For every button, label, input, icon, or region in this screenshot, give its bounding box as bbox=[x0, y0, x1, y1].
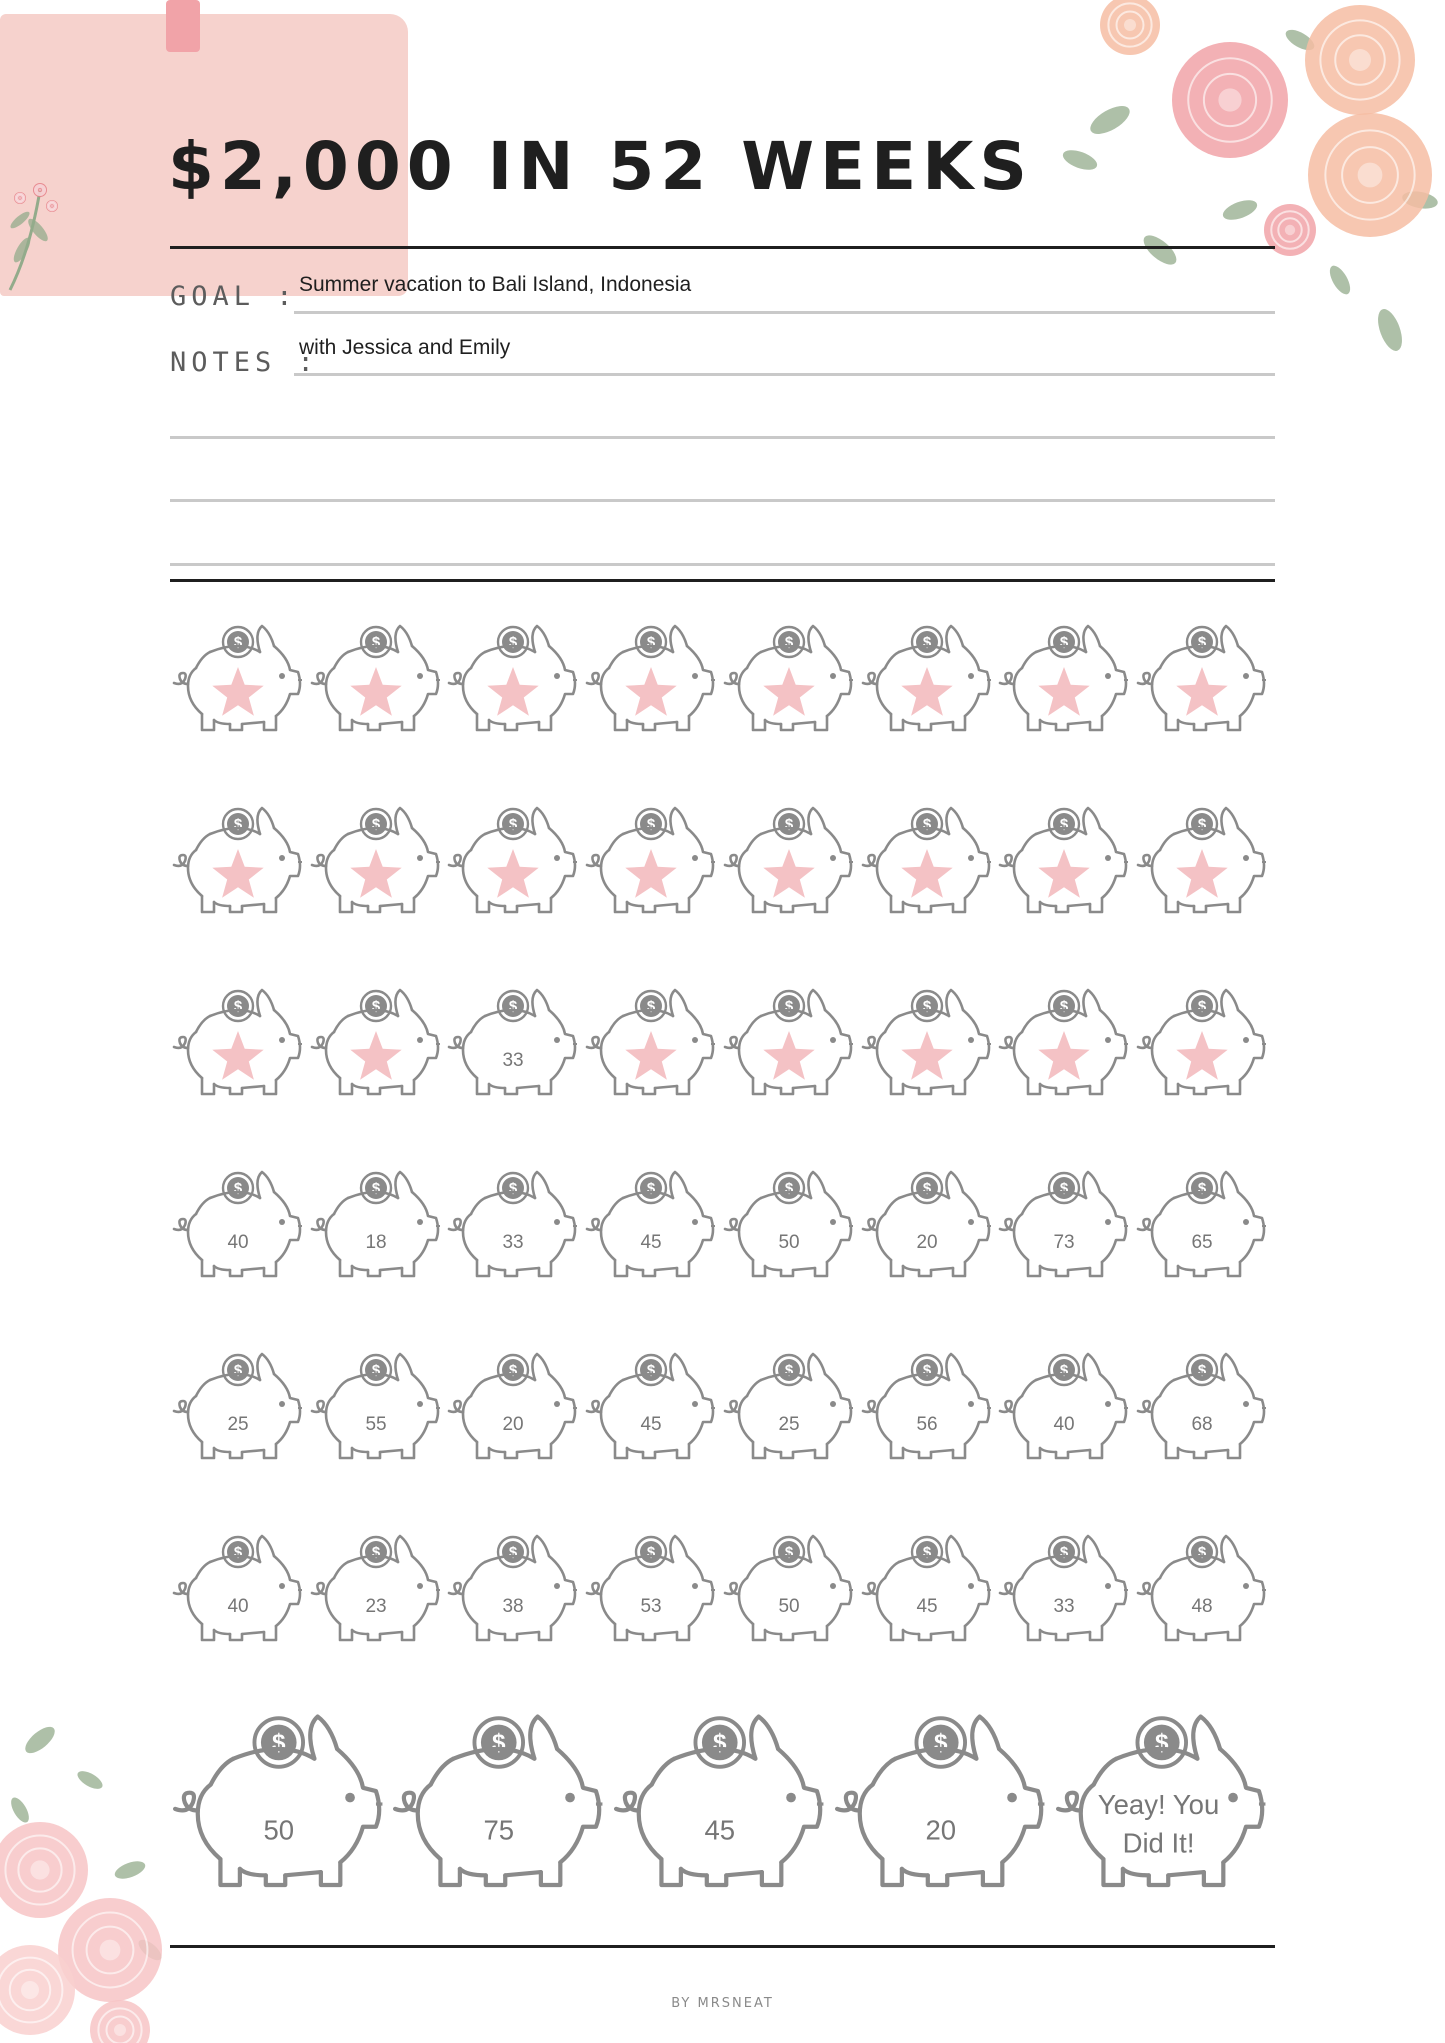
pig-eye bbox=[692, 1583, 698, 1589]
week-amount: 45 bbox=[640, 1414, 662, 1435]
svg-text:$: $ bbox=[784, 1362, 794, 1379]
week-amount: 20 bbox=[916, 1232, 938, 1253]
pig-eye bbox=[279, 1219, 285, 1225]
pig-eye bbox=[1105, 1037, 1111, 1043]
saved-star-icon bbox=[1038, 849, 1089, 898]
dollar-coin-icon bbox=[223, 809, 253, 839]
piggy-bank-week-23[interactable] bbox=[1000, 990, 1128, 1094]
dollar-coin-icon bbox=[361, 1355, 391, 1385]
dollar-coin-icon bbox=[912, 1355, 942, 1385]
saved-star-icon bbox=[763, 667, 814, 716]
piggy-bank-week-22[interactable] bbox=[863, 990, 991, 1094]
week-amount: 40 bbox=[227, 1232, 249, 1253]
piggy-bank-week-16[interactable] bbox=[1138, 808, 1266, 912]
svg-text:$: $ bbox=[784, 816, 794, 833]
dollar-coin-icon bbox=[636, 809, 666, 839]
goal-label: GOAL : bbox=[170, 281, 298, 312]
pig-eye bbox=[1105, 855, 1111, 861]
saved-star-icon bbox=[350, 1031, 401, 1080]
pig-eye bbox=[692, 1219, 698, 1225]
week-amount: 50 bbox=[778, 1232, 800, 1253]
piggy-bank-week-4[interactable] bbox=[587, 626, 715, 730]
week-amount: 40 bbox=[1053, 1414, 1075, 1435]
piggy-bank-week-38[interactable] bbox=[863, 1354, 991, 1458]
svg-text:$: $ bbox=[233, 1180, 243, 1197]
week-amount: 25 bbox=[227, 1414, 249, 1435]
dollar-coin-icon bbox=[1187, 991, 1217, 1021]
pig-eye bbox=[968, 673, 974, 679]
piggy-bank-week-20[interactable] bbox=[587, 990, 715, 1094]
pig-eye bbox=[554, 1219, 560, 1225]
saved-star-icon bbox=[212, 667, 263, 716]
pig-eye bbox=[279, 1583, 285, 1589]
pig-eye bbox=[830, 1037, 836, 1043]
saved-star-icon bbox=[487, 849, 538, 898]
saved-star-icon bbox=[1176, 849, 1227, 898]
dollar-coin-icon bbox=[636, 1173, 666, 1203]
saved-star-icon bbox=[625, 849, 676, 898]
piggy-bank-week-3[interactable] bbox=[449, 626, 577, 730]
svg-text:$: $ bbox=[371, 998, 381, 1015]
pig-eye bbox=[345, 1793, 355, 1803]
page-title: $2,000 IN 52 WEEKS bbox=[168, 128, 1033, 205]
piggy-bank-week-46[interactable] bbox=[863, 1536, 991, 1640]
svg-text:$: $ bbox=[922, 998, 932, 1015]
piggy-bank-week-32[interactable] bbox=[1138, 1172, 1266, 1276]
svg-text:$: $ bbox=[646, 816, 656, 833]
pig-eye bbox=[279, 673, 285, 679]
dollar-coin-icon bbox=[1187, 1355, 1217, 1385]
pig-eye bbox=[1243, 1219, 1249, 1225]
dollar-coin-icon bbox=[774, 627, 804, 657]
brand-credit: BY MRSNEAT bbox=[671, 1996, 774, 2011]
pig-eye bbox=[279, 1037, 285, 1043]
week-amount: 33 bbox=[502, 1232, 524, 1253]
piggy-bank-week-7[interactable] bbox=[1000, 626, 1128, 730]
piggy-bank-week-5[interactable] bbox=[725, 626, 853, 730]
svg-text:$: $ bbox=[646, 1544, 656, 1561]
piggy-bank-week-44[interactable] bbox=[587, 1536, 715, 1640]
week-amount: 45 bbox=[916, 1596, 938, 1617]
dollar-coin-icon bbox=[361, 627, 391, 657]
pig-eye bbox=[830, 673, 836, 679]
finish-message-line-1: Yeay! You bbox=[1097, 1788, 1220, 1820]
svg-text:$: $ bbox=[508, 1180, 518, 1197]
piggy-bank-week-11[interactable] bbox=[449, 808, 577, 912]
saved-star-icon bbox=[763, 1031, 814, 1080]
dollar-coin-icon bbox=[223, 627, 253, 657]
saved-star-icon bbox=[901, 1031, 952, 1080]
dollar-coin-icon bbox=[498, 1173, 528, 1203]
dollar-coin-icon bbox=[1187, 1173, 1217, 1203]
pig-eye bbox=[554, 1583, 560, 1589]
saved-star-icon bbox=[350, 849, 401, 898]
saved-star-icon bbox=[901, 849, 952, 898]
pig-eye bbox=[968, 1583, 974, 1589]
dollar-coin-icon bbox=[774, 1355, 804, 1385]
pig-eye bbox=[554, 1401, 560, 1407]
piggy-bank-week-45[interactable] bbox=[725, 1536, 853, 1640]
pig-eye bbox=[968, 1219, 974, 1225]
pig-eye bbox=[1228, 1793, 1238, 1803]
piggy-bank-week-52[interactable] bbox=[837, 1717, 1044, 1885]
notes-field[interactable]: with Jessica and Emily bbox=[299, 336, 511, 359]
piggy-bank-week-finish[interactable] bbox=[1058, 1717, 1265, 1885]
pig-eye bbox=[417, 1219, 423, 1225]
week-amount: 73 bbox=[1053, 1232, 1075, 1253]
saved-star-icon bbox=[212, 849, 263, 898]
piggy-bank-week-15[interactable] bbox=[1000, 808, 1128, 912]
dollar-coin-icon bbox=[1187, 1537, 1217, 1567]
pig-eye bbox=[692, 1401, 698, 1407]
svg-text:$: $ bbox=[1059, 1544, 1069, 1561]
dollar-coin-icon bbox=[695, 1718, 744, 1767]
svg-text:$: $ bbox=[922, 634, 932, 651]
pig-eye bbox=[565, 1793, 575, 1803]
dollar-coin-icon bbox=[636, 991, 666, 1021]
pig-eye bbox=[1007, 1793, 1017, 1803]
pig-eye bbox=[692, 673, 698, 679]
svg-text:$: $ bbox=[1059, 1180, 1069, 1197]
svg-text:$: $ bbox=[508, 1544, 518, 1561]
svg-text:$: $ bbox=[713, 1729, 727, 1757]
piggy-bank-week-50[interactable] bbox=[395, 1717, 602, 1885]
svg-text:$: $ bbox=[1059, 998, 1069, 1015]
pig-eye bbox=[830, 1583, 836, 1589]
pig-eye bbox=[786, 1793, 796, 1803]
svg-text:$: $ bbox=[646, 1362, 656, 1379]
svg-text:$: $ bbox=[922, 1180, 932, 1197]
piggy-bank-week-10[interactable] bbox=[312, 808, 440, 912]
saved-star-icon bbox=[350, 667, 401, 716]
svg-text:$: $ bbox=[1197, 1180, 1207, 1197]
dollar-coin-icon bbox=[1049, 809, 1079, 839]
svg-text:$: $ bbox=[371, 1544, 381, 1561]
dollar-coin-icon bbox=[498, 991, 528, 1021]
svg-text:$: $ bbox=[233, 998, 243, 1015]
dollar-coin-icon bbox=[774, 809, 804, 839]
piggy-bank-week-48[interactable] bbox=[1138, 1536, 1266, 1640]
dollar-coin-icon bbox=[498, 627, 528, 657]
svg-text:$: $ bbox=[233, 1362, 243, 1379]
svg-text:$: $ bbox=[508, 998, 518, 1015]
piggy-bank-week-18[interactable] bbox=[312, 990, 440, 1094]
pig-eye bbox=[554, 1037, 560, 1043]
piggy-bank-week-9[interactable] bbox=[174, 808, 302, 912]
piggy-bank-week-14[interactable] bbox=[863, 808, 991, 912]
week-amount: 23 bbox=[365, 1596, 387, 1617]
saved-star-icon bbox=[487, 667, 538, 716]
svg-text:$: $ bbox=[508, 816, 518, 833]
piggy-bank-week-25[interactable] bbox=[174, 1172, 302, 1276]
pig-eye bbox=[554, 855, 560, 861]
svg-text:$: $ bbox=[371, 816, 381, 833]
week-amount: 25 bbox=[778, 1414, 800, 1435]
svg-text:$: $ bbox=[508, 1362, 518, 1379]
svg-text:$: $ bbox=[1155, 1729, 1169, 1757]
piggy-bank-week-8[interactable] bbox=[1138, 626, 1266, 730]
svg-text:$: $ bbox=[371, 1180, 381, 1197]
piggy-bank-week-43[interactable] bbox=[449, 1536, 577, 1640]
pig-eye bbox=[417, 673, 423, 679]
saved-star-icon bbox=[625, 1031, 676, 1080]
piggy-bank-week-13[interactable] bbox=[725, 808, 853, 912]
svg-text:$: $ bbox=[1197, 634, 1207, 651]
dollar-coin-icon bbox=[223, 1173, 253, 1203]
dollar-coin-icon bbox=[474, 1718, 523, 1767]
week-amount: 20 bbox=[502, 1414, 524, 1435]
piggy-bank-week-39[interactable] bbox=[1000, 1354, 1128, 1458]
piggy-bank-week-1[interactable] bbox=[174, 626, 302, 730]
svg-text:$: $ bbox=[784, 634, 794, 651]
svg-text:$: $ bbox=[934, 1729, 948, 1757]
piggy-bank-week-6[interactable] bbox=[863, 626, 991, 730]
pig-eye bbox=[968, 1401, 974, 1407]
svg-text:$: $ bbox=[371, 634, 381, 651]
pig-eye bbox=[692, 1037, 698, 1043]
svg-text:$: $ bbox=[1197, 1362, 1207, 1379]
piggy-bank-week-24[interactable] bbox=[1138, 990, 1266, 1094]
svg-text:$: $ bbox=[646, 998, 656, 1015]
week-amount: 33 bbox=[1053, 1596, 1075, 1617]
pig-eye bbox=[417, 855, 423, 861]
saved-star-icon bbox=[763, 849, 814, 898]
pig-eye bbox=[1243, 1401, 1249, 1407]
piggy-bank-week-26[interactable] bbox=[312, 1172, 440, 1276]
pig-eye bbox=[417, 1037, 423, 1043]
svg-text:$: $ bbox=[1059, 816, 1069, 833]
piggy-bank-week-35[interactable] bbox=[449, 1354, 577, 1458]
piggy-bank-week-40[interactable] bbox=[1138, 1354, 1266, 1458]
svg-text:$: $ bbox=[233, 634, 243, 651]
week-amount: 38 bbox=[502, 1596, 524, 1617]
saved-star-icon bbox=[901, 667, 952, 716]
dollar-coin-icon bbox=[774, 991, 804, 1021]
week-amount: 45 bbox=[704, 1814, 736, 1846]
piggy-bank-week-28[interactable] bbox=[587, 1172, 715, 1276]
week-amount: 48 bbox=[1191, 1596, 1213, 1617]
svg-text:$: $ bbox=[508, 634, 518, 651]
svg-text:$: $ bbox=[922, 1362, 932, 1379]
week-amount: 33 bbox=[502, 1050, 524, 1071]
week-amount: 18 bbox=[365, 1232, 387, 1253]
piggy-bank-week-12[interactable] bbox=[587, 808, 715, 912]
dollar-coin-icon bbox=[916, 1718, 965, 1767]
saved-star-icon bbox=[1038, 667, 1089, 716]
pig-eye bbox=[1243, 1037, 1249, 1043]
dollar-coin-icon bbox=[361, 1173, 391, 1203]
pig-eye bbox=[417, 1401, 423, 1407]
finish-message-line-2: Did It! bbox=[1122, 1827, 1195, 1859]
svg-text:$: $ bbox=[784, 998, 794, 1015]
week-amount: 40 bbox=[227, 1596, 249, 1617]
week-amount: 56 bbox=[916, 1414, 938, 1435]
dollar-coin-icon bbox=[774, 1173, 804, 1203]
dollar-coin-icon bbox=[1049, 627, 1079, 657]
svg-text:$: $ bbox=[922, 816, 932, 833]
dollar-coin-icon bbox=[774, 1537, 804, 1567]
dollar-coin-icon bbox=[223, 1537, 253, 1567]
svg-text:$: $ bbox=[784, 1180, 794, 1197]
piggy-bank-week-17[interactable] bbox=[174, 990, 302, 1094]
pig-eye bbox=[554, 673, 560, 679]
svg-text:$: $ bbox=[1197, 1544, 1207, 1561]
dollar-coin-icon bbox=[912, 1537, 942, 1567]
piggy-bank-week-51[interactable] bbox=[616, 1717, 823, 1885]
dollar-coin-icon bbox=[1137, 1718, 1186, 1767]
svg-text:$: $ bbox=[371, 1362, 381, 1379]
saved-star-icon bbox=[625, 667, 676, 716]
pig-eye bbox=[1105, 1583, 1111, 1589]
tracker-bottom-divider bbox=[170, 1945, 1275, 1948]
dollar-coin-icon bbox=[498, 1355, 528, 1385]
saved-star-icon bbox=[1176, 667, 1227, 716]
pig-eye bbox=[279, 855, 285, 861]
svg-text:$: $ bbox=[646, 1180, 656, 1197]
piggy-bank-week-41[interactable] bbox=[174, 1536, 302, 1640]
svg-text:$: $ bbox=[1197, 998, 1207, 1015]
dollar-coin-icon bbox=[498, 809, 528, 839]
dollar-coin-icon bbox=[636, 1537, 666, 1567]
pig-eye bbox=[417, 1583, 423, 1589]
svg-text:$: $ bbox=[1059, 1362, 1069, 1379]
piggy-bank-week-42[interactable] bbox=[312, 1536, 440, 1640]
pig-eye bbox=[968, 855, 974, 861]
piggy-bank-week-34[interactable] bbox=[312, 1354, 440, 1458]
week-amount: 53 bbox=[640, 1596, 662, 1617]
piggy-bank-week-37[interactable] bbox=[725, 1354, 853, 1458]
pig-eye bbox=[830, 855, 836, 861]
piggy-bank-week-49[interactable] bbox=[175, 1717, 382, 1885]
dollar-coin-icon bbox=[361, 809, 391, 839]
pig-eye bbox=[830, 1219, 836, 1225]
svg-text:$: $ bbox=[784, 1544, 794, 1561]
dollar-coin-icon bbox=[254, 1718, 303, 1767]
pig-eye bbox=[830, 1401, 836, 1407]
piggy-bank-week-27[interactable] bbox=[449, 1172, 577, 1276]
dollar-coin-icon bbox=[223, 991, 253, 1021]
saved-star-icon bbox=[1038, 1031, 1089, 1080]
week-amount: 50 bbox=[778, 1596, 800, 1617]
dollar-coin-icon bbox=[912, 809, 942, 839]
dollar-coin-icon bbox=[361, 991, 391, 1021]
piggy-bank-week-19[interactable] bbox=[449, 990, 577, 1094]
piggy-bank-week-21[interactable] bbox=[725, 990, 853, 1094]
dollar-coin-icon bbox=[912, 991, 942, 1021]
piggy-bank-week-31[interactable] bbox=[1000, 1172, 1128, 1276]
dollar-coin-icon bbox=[1187, 627, 1217, 657]
pig-eye bbox=[968, 1037, 974, 1043]
week-amount: 75 bbox=[483, 1814, 515, 1846]
week-amount: 65 bbox=[1191, 1232, 1213, 1253]
dollar-coin-icon bbox=[636, 627, 666, 657]
piggy-bank-week-29[interactable] bbox=[725, 1172, 853, 1276]
svg-text:$: $ bbox=[1059, 634, 1069, 651]
saved-star-icon bbox=[1176, 1031, 1227, 1080]
piggy-bank-week-30[interactable] bbox=[863, 1172, 991, 1276]
svg-text:$: $ bbox=[646, 634, 656, 651]
pig-eye bbox=[692, 855, 698, 861]
piggy-bank-week-36[interactable] bbox=[587, 1354, 715, 1458]
saved-star-icon bbox=[212, 1031, 263, 1080]
week-amount: 50 bbox=[263, 1814, 295, 1846]
dollar-coin-icon bbox=[912, 627, 942, 657]
dollar-coin-icon bbox=[912, 1173, 942, 1203]
svg-text:$: $ bbox=[1197, 816, 1207, 833]
notes-label: NOTES : bbox=[170, 347, 319, 378]
dollar-coin-icon bbox=[1187, 809, 1217, 839]
pig-eye bbox=[1105, 1219, 1111, 1225]
week-amount: 45 bbox=[640, 1232, 662, 1253]
dollar-coin-icon bbox=[1049, 1173, 1079, 1203]
pig-eye bbox=[1105, 673, 1111, 679]
dollar-coin-icon bbox=[1049, 1537, 1079, 1567]
piggy-bank-week-47[interactable] bbox=[1000, 1536, 1128, 1640]
svg-text:$: $ bbox=[922, 1544, 932, 1561]
week-amount: 55 bbox=[365, 1414, 387, 1435]
pig-eye bbox=[1243, 855, 1249, 861]
week-amount: 68 bbox=[1191, 1414, 1213, 1435]
svg-text:$: $ bbox=[233, 816, 243, 833]
dollar-coin-icon bbox=[1049, 991, 1079, 1021]
week-amount: 20 bbox=[925, 1814, 957, 1846]
dollar-coin-icon bbox=[223, 1355, 253, 1385]
svg-text:$: $ bbox=[233, 1544, 243, 1561]
dollar-coin-icon bbox=[361, 1537, 391, 1567]
pig-eye bbox=[1105, 1401, 1111, 1407]
pig-eye bbox=[1243, 673, 1249, 679]
goal-field[interactable]: Summer vacation to Bali Island, Indonesia bbox=[299, 273, 692, 296]
svg-text:$: $ bbox=[492, 1729, 506, 1757]
dollar-coin-icon bbox=[636, 1355, 666, 1385]
pig-eye bbox=[279, 1401, 285, 1407]
pig-eye bbox=[1243, 1583, 1249, 1589]
piggy-bank-week-33[interactable] bbox=[174, 1354, 302, 1458]
dollar-coin-icon bbox=[498, 1537, 528, 1567]
svg-text:$: $ bbox=[272, 1729, 286, 1757]
dollar-coin-icon bbox=[1049, 1355, 1079, 1385]
piggy-bank-week-2[interactable] bbox=[312, 626, 440, 730]
